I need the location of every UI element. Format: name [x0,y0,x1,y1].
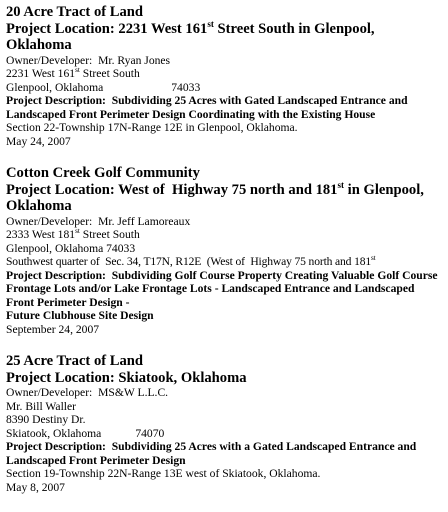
project-entry [6,4,442,148]
description-label: Project Description [6,440,103,453]
project-location [6,18,442,54]
legal-description [6,255,442,269]
owner-label: Owner/Developer: [6,53,93,67]
owner-line [6,54,442,68]
address-text-rest: Street South [79,228,140,241]
location-label: Project Location: [6,20,115,37]
description-label: Project Description [6,94,103,107]
address-text: 2231 West 161 [6,67,76,80]
project-date: September 24, 2007 [6,322,100,336]
description-text: Subdividing 25 Acres with Gated Landscaped Entrance and Landscaped Front Perimeter Design Coordinating with the Existing House [6,94,408,121]
project-title: 25 Acre Tract of Land [6,353,144,369]
project-description [6,269,442,310]
ordinal-suffix: st [75,66,80,75]
owner-line [6,386,442,400]
project-title: 20 Acre Tract of Land [6,4,144,20]
owner-line [6,215,442,229]
description-extra [6,309,442,323]
address-line: 8390 Destiny Dr. [6,413,86,426]
owner-label: Owner/Developer: [6,386,93,399]
project-entry [6,353,442,494]
project-title: Cotton Creek Golf Community [6,165,200,181]
project-location [6,179,442,215]
city-text: Skiatook, Oklahoma [6,426,102,440]
location-text-rest: Street South in Glenpool, Oklahoma [6,20,375,53]
project-description: Project Description: Subdividing 25 Acres with a Gated Landscaped Entrance and Landscaped Front Perimeter Design [6,440,417,467]
location-text: Skiatook, Oklahoma [118,369,247,386]
project-date: May 8, 2007 [6,480,65,494]
location-text: West of Highway 75 north and 181 [118,181,338,198]
description-text: Subdividing 25 Acres with a Gated Landscaped Entrance and Landscaped Front Perimeter Design [6,440,417,467]
address-line [6,228,442,242]
location-label: Project Location: [6,181,115,198]
city-line [6,427,442,441]
city-line [6,81,442,95]
owner-name: Mr. Ryan Jones [98,53,171,67]
project-location [6,370,442,387]
zip-code: 74033 [171,80,201,94]
project-entry [6,165,442,336]
address-line [6,67,442,81]
ordinal-suffix: st [371,254,376,263]
contact-line: Mr. Bill Waller [6,399,77,413]
legal-description: Section 19-Township 22N-Range 13E west of Skiatook, Oklahoma. [6,467,321,480]
location-label: Project Location: [6,369,115,386]
location-text-rest: in Glenpool, Oklahoma [6,181,424,214]
city-line: Glenpool, Oklahoma 74033 [6,241,136,255]
city-text: Glenpool, Oklahoma [6,80,104,94]
ordinal-suffix: st [75,227,80,236]
project-description: Project Description: Subdividing 25 Acres with Gated Landscaped Entrance and Landscaped Front Perimeter Design Coordinating with the Existing House [6,94,408,121]
description-text: Subdividing Golf Course Property Creating Valuable Golf Course Frontage Lots and/or Lake Frontage Lots - Landscaped Entrance and Landscaped Front Perimeter Design - [6,268,438,309]
description-label: Project Description: [6,268,106,282]
legal-text: Southwest quarter of Sec. 34, T17N, R12E (West of Highway 75 north and 181 [6,255,372,268]
address-text: 2333 West 181 [6,228,76,241]
project-date: May 24, 2007 [6,134,71,148]
legal-description: Section 22-Township 17N-Range 12E in Glenpool, Oklahoma. [6,121,298,134]
description-extra-text: Future Clubhouse Site Design [6,309,154,322]
ordinal-suffix: st [207,18,214,29]
ordinal-suffix: st [337,179,345,190]
zip-code: 74070 [135,426,165,440]
address-text-rest: Street South [79,67,140,80]
location-text: 2231 West 161 [118,20,208,37]
owner-label: Owner/Developer: [6,214,93,228]
owner-name: Mr. Jeff Lamoreaux [98,214,191,228]
owner-name: MS&W L.L.C. [98,386,169,399]
